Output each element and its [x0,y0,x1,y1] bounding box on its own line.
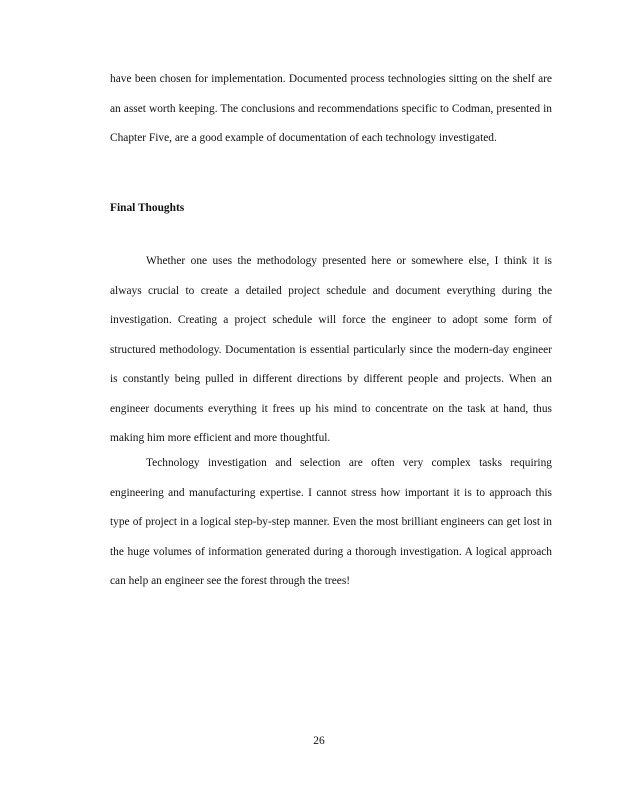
paragraph-technology-investigation: Technology investigation and selection are often very complex tasks requiring engineering and manufacturing expertise. I cannot stress how important it is to approach this type of project in a logical step-by-step manner. Even the most brilliant engineers can get lost in the huge volumes of information generated during a thorough investigation. A logical approach can help an engineer see the forest through the trees! [110,457,552,587]
paragraph-methodology: Whether one uses the methodology presented here or somewhere else, I think it is always crucial to create a detailed project schedule and document everything during the investigation. Creating a project schedule will force the engineer to adopt some form of structured methodology. Documentation is essential particularly since the modern-day engineer is constantly being pulled in different directions by different people and projects. When an engineer documents everything it frees up his mind to concentrate on the task at hand, thus making him more efficient and more thoughtful. [110,255,552,444]
page-number: 26 [313,735,325,747]
paragraph-continuation: have been chosen for implementation. Documented process technologies sitting on the shelf are an asset worth keeping. The conclusions and recommendations specific to Codman, presented in Chapter Five, are a good example of documentation of each technology investigated. [110,73,552,144]
section-heading: Final Thoughts [110,202,185,214]
